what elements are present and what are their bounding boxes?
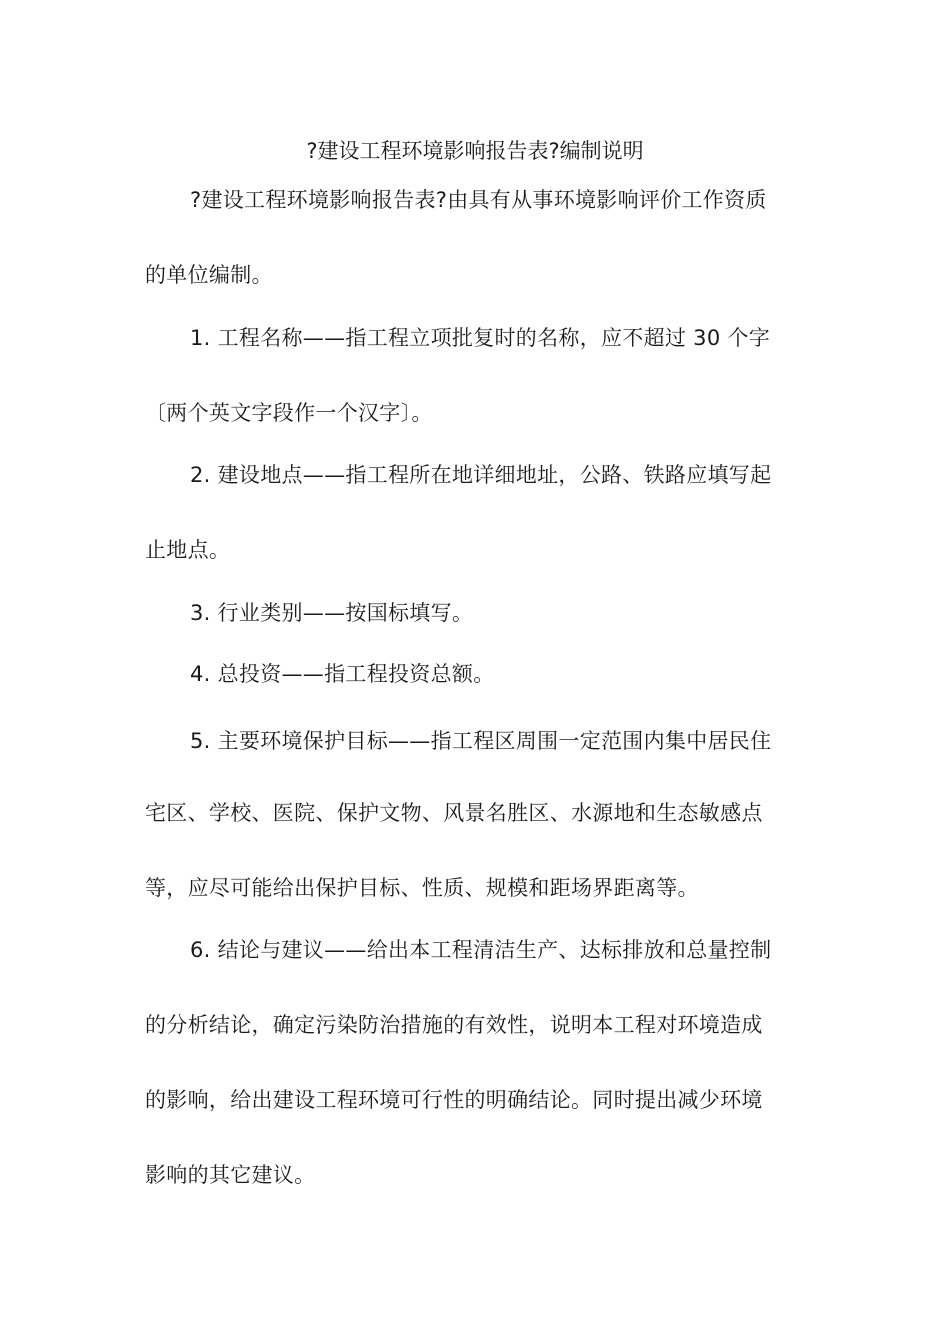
paragraph-7-line-1: 6. 结论与建议——给出本工程清洁生产、达标排放和总量控制: [190, 938, 772, 962]
paragraph-2-line-2: 〔两个英文字段作一个汉字〕。: [145, 401, 433, 425]
paragraph-5-line-1: 4. 总投资——指工程投资总额。: [190, 662, 495, 686]
paragraph-1-line-2: 的单位编制。: [145, 263, 273, 287]
paragraph-6-line-2: 宅区、学校、医院、保护文物、风景名胜区、水源地和生态敏感点: [145, 801, 763, 825]
paragraph-1-line-1: ?建设工程环境影响报告表?由具有从事环境影响评价工作资质: [190, 188, 767, 212]
paragraph-4-line-1: 3. 行业类别——按国标填写。: [190, 601, 474, 625]
paragraph-7-line-4: 影响的其它建议。: [145, 1163, 316, 1187]
paragraph-3-line-2: 止地点。: [145, 538, 231, 562]
paragraph-3-line-1: 2. 建设地点——指工程所在地详细地址，公路、铁路应填写起: [190, 463, 772, 487]
paragraph-7-line-3: 的影响，给出建设工程环境可行性的明确结论。同时提出减少环境: [145, 1088, 763, 1112]
paragraph-2-line-1: 1. 工程名称——指工程立项批复时的名称，应不超过 30 个字: [190, 326, 771, 350]
paragraph-7-line-2: 的分析结论，确定污染防治措施的有效性，说明本工程对环境造成: [145, 1013, 763, 1037]
paragraph-6-line-3: 等，应尽可能给出保护目标、性质、规模和距场界距离等。: [145, 876, 699, 900]
document-title: ?建设工程环境影响报告表?编制说明: [306, 139, 644, 163]
paragraph-6-line-1: 5. 主要环境保护目标——指工程区周围一定范围内集中居民住: [190, 729, 772, 753]
